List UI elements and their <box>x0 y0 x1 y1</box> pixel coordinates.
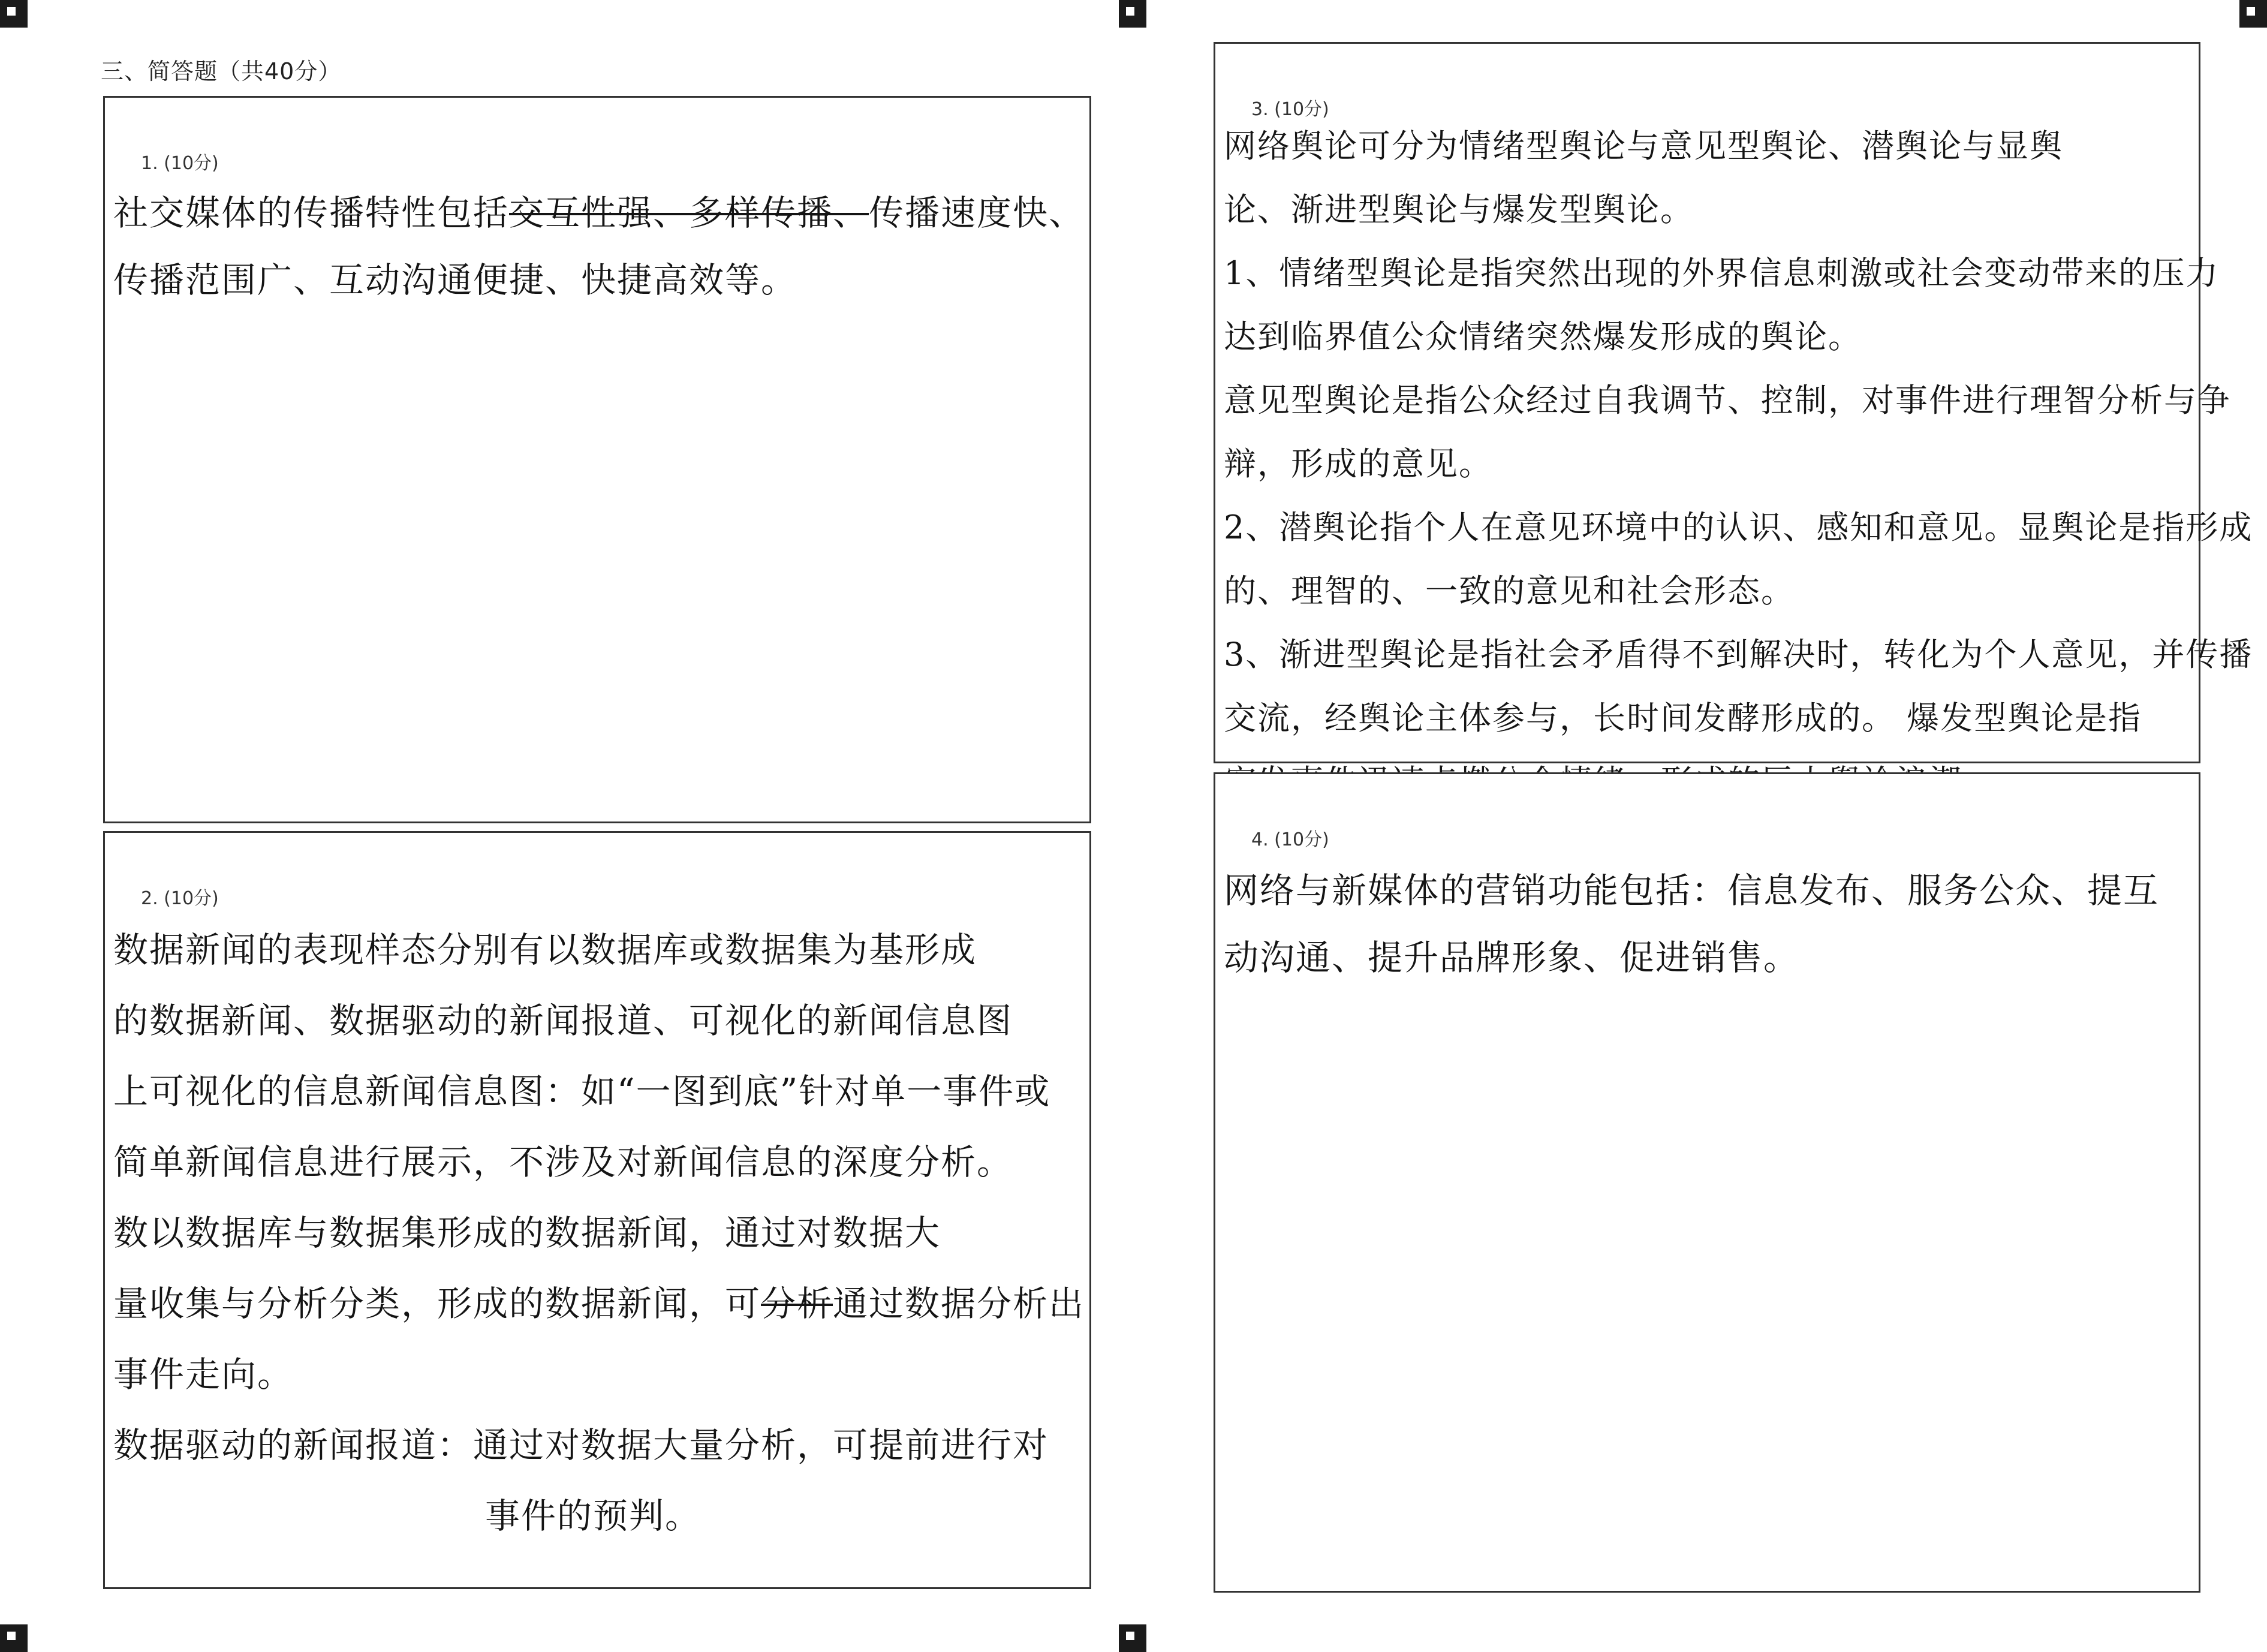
answer-box-q2 <box>103 831 1091 1589</box>
question-label: 1. (10分) <box>141 153 219 174</box>
answer-line <box>113 1127 1085 1197</box>
answer-line <box>1224 369 2231 432</box>
answer-text-segment: 通过数据分析出 <box>833 1283 1085 1324</box>
answer-line <box>113 985 1085 1056</box>
answer-line <box>1224 115 2195 178</box>
struck-text: 交互性强、多样传播、 <box>509 192 869 233</box>
question-label: 4. (10分) <box>1251 829 1329 850</box>
answer-text <box>1224 857 2195 991</box>
answer-line <box>1224 496 2253 559</box>
answer-text-segment: 达到临界值公众情绪突然爆发形成的舆论。 <box>1224 318 1862 356</box>
answer-line <box>1224 559 2195 623</box>
answer-text-segment: 交流，经舆论主体参与，长时间发酵形成的。 爆发型舆论是指 <box>1224 699 2142 737</box>
answer-line <box>113 914 1085 985</box>
answer-text-segment: 数以数据库与数据集形成的数据新闻，通过对数据大 <box>113 1212 941 1253</box>
answer-line <box>1224 242 2220 305</box>
section-title: 三、简答题（共40分） <box>101 58 342 85</box>
answer-text-segment: 事件走向。 <box>113 1354 294 1395</box>
struck-text: 分析 <box>761 1283 833 1324</box>
answer-box-q1 <box>103 96 1091 823</box>
answer-text <box>113 914 1085 1551</box>
answer-text-segment: 论、渐进型舆论与爆发型舆论。 <box>1224 191 1694 228</box>
answer-text-segment: 网络舆论可分为情绪型舆论与意见型舆论、潜舆论与显舆 <box>1224 127 2063 165</box>
answer-text-segment: 辩，形成的意见。 <box>1224 445 1492 483</box>
answer-line <box>113 1481 1085 1551</box>
answer-line <box>1224 687 2195 750</box>
answer-line <box>1224 623 2253 687</box>
answer-text-segment: 意见型舆论是指公众经过自我调节、控制，对事件进行理智分析与争 <box>1224 381 2231 419</box>
answer-text <box>113 179 1085 314</box>
answer-text-segment: 传播范围广、互动沟通便捷、快捷高效等。 <box>113 260 797 300</box>
answer-line <box>113 1056 1085 1127</box>
answer-text-segment: 社交媒体的传播特性包括 <box>113 192 510 233</box>
answer-text-segment: 传播速度快、 <box>869 192 1085 233</box>
answer-line <box>113 1197 1085 1268</box>
answer-line <box>113 1339 1085 1410</box>
answer-text-segment: 动沟通、提升品牌形象、促进销售。 <box>1224 937 1800 978</box>
answer-line <box>1224 857 2195 924</box>
answer-text-segment: 数据驱动的新闻报道：通过对数据大量分析，可提前进行对 <box>113 1425 1049 1466</box>
answer-text-segment: 数据新闻的表现样态分别有以数据库或数据集为基形成 <box>113 929 977 970</box>
answer-line <box>113 1268 1085 1339</box>
corner-marker-top-center <box>1119 0 1146 28</box>
answer-text-segment: 3、渐进型舆论是指社会矛盾得不到解决时，转化为个人意见，并传播 <box>1224 636 2253 673</box>
answer-text-segment: 事件的预判。 <box>485 1495 702 1536</box>
answer-box-q4 <box>1214 772 2200 1593</box>
corner-marker-top-right <box>2239 0 2267 28</box>
answer-line <box>1224 305 2195 369</box>
corner-marker-bottom-center <box>1119 1624 1146 1652</box>
answer-text-segment: 简单新闻信息进行展示，不涉及对新闻信息的深度分析。 <box>113 1142 1013 1182</box>
answer-text-segment: 的数据新闻、数据驱动的新闻报道、可视化的新闻信息图 <box>113 1000 1013 1041</box>
answer-line <box>1224 924 2195 991</box>
answer-line <box>1224 178 2195 242</box>
answer-line <box>113 246 1085 314</box>
question-label: 2. (10分) <box>141 888 219 909</box>
answer-text <box>1224 115 2253 814</box>
answer-line <box>1224 432 2195 496</box>
answer-box-q3 <box>1214 42 2253 763</box>
answer-line <box>113 1410 1085 1481</box>
answer-text-segment: 1、情绪型舆论是指突然出现的外界信息刺激或社会变动带来的压力 <box>1224 254 2220 292</box>
corner-marker-top-left <box>0 0 28 28</box>
answer-text-segment: 上可视化的信息新闻信息图：如“一图到底”针对单一事件或 <box>113 1071 1051 1112</box>
answer-line <box>113 179 1085 246</box>
answer-text-segment: 2、潜舆论指个人在意见环境中的认识、感知和意见。显舆论是指形成 <box>1224 508 2253 546</box>
answer-text-segment: 量收集与分析分类，形成的数据新闻，可 <box>113 1283 761 1324</box>
answer-text-segment: 的、理智的、一致的意见和社会形态。 <box>1224 572 1795 610</box>
corner-marker-bottom-left <box>0 1624 28 1652</box>
question-label: 3. (10分) <box>1251 99 1329 120</box>
answer-text-segment: 网络与新媒体的营销功能包括：信息发布、服务公众、提互 <box>1224 870 2160 911</box>
